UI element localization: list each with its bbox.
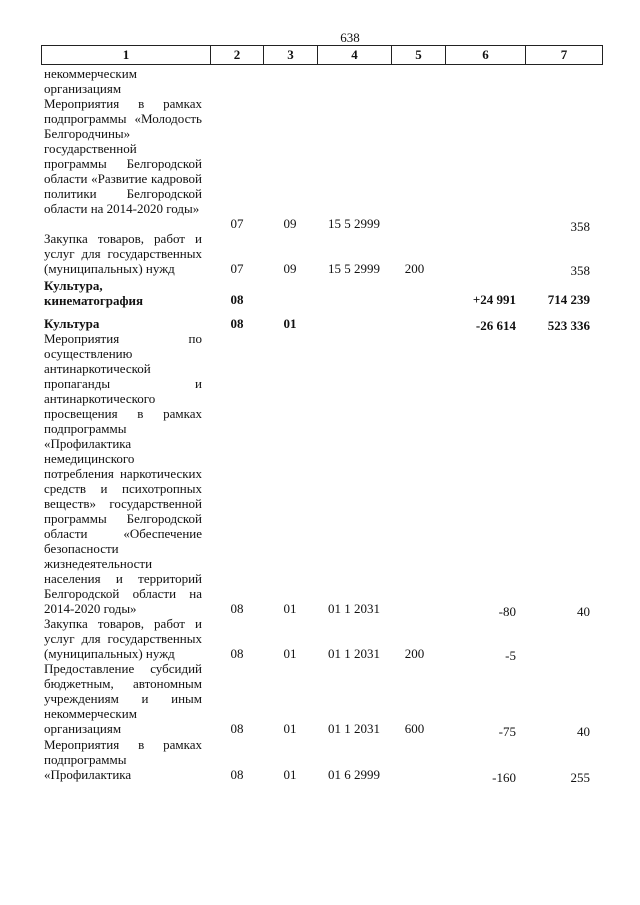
target-article-code: 01 1 2031: [328, 721, 380, 736]
amount-value: 40: [577, 604, 590, 619]
col-header-1: 1: [42, 46, 211, 65]
section-code: 08: [230, 646, 244, 661]
section-code: 08: [230, 721, 244, 736]
col-header-3: 3: [264, 46, 318, 65]
section-code: 08: [230, 601, 244, 616]
change-value: -5: [505, 648, 516, 663]
section-code: 08: [230, 316, 244, 331]
section-code: 08: [230, 292, 244, 307]
col-header-4: 4: [318, 46, 392, 65]
col-header-6: 6: [446, 46, 526, 65]
change-value: +24 991: [472, 292, 516, 307]
section-code: 07: [230, 216, 244, 231]
row-description: некоммерческим организациям: [44, 66, 137, 96]
subsection-code: 09: [283, 261, 297, 276]
amount-value: 714 239: [547, 292, 590, 307]
amount-value: 40: [577, 724, 590, 739]
amount-value: 358: [570, 263, 590, 278]
row-description: Мероприятия в рамках подпрограммы «Профилактика: [44, 737, 202, 782]
row-description: Предоставление субсидий бюджетным, автономным учреждениям и иным некоммерческим организациям: [44, 661, 202, 736]
section-code: 07: [230, 261, 244, 276]
subsection-code: 01: [283, 721, 297, 736]
row-description: Культура, кинематография: [44, 278, 144, 308]
amount-value: 523 336: [547, 318, 590, 333]
target-article-code: 01 1 2031: [328, 646, 380, 661]
target-article-code: 01 1 2031: [328, 601, 380, 616]
row-description: Мероприятия по осуществлению антинаркотической пропаганды и антинаркотического просвещения в рамках подпрограммы «Профилактика немедицинского потребления наркотических средств и психотропных веществ» государственной программы Белгородской области «Обеспечение безопасности жизнедеятельности населения и территорий Белгородской области на 2014-2020 годы»: [44, 331, 202, 616]
expense-type-code: 200: [404, 261, 425, 276]
expense-type-code: 600: [404, 721, 425, 736]
change-value: -80: [498, 604, 516, 619]
page-number: 638: [340, 30, 360, 45]
expense-type-code: 200: [404, 646, 425, 661]
col-header-5: 5: [392, 46, 446, 65]
section-code: 08: [230, 767, 244, 782]
target-article-code: 15 5 2999: [328, 261, 380, 276]
row-description: Мероприятия в рамках подпрограммы «Молодость Белгородчины» государственной программы Белгородской области «Развитие кадровой политики Белгородской области на 2014-2020 годы»: [44, 96, 202, 216]
subsection-code: 01: [283, 767, 297, 782]
subsection-code: 09: [283, 216, 297, 231]
change-value: -160: [492, 770, 516, 785]
column-header-row: [41, 45, 603, 65]
row-description: Закупка товаров, работ и услуг для государственных (муниципальных) нужд: [44, 231, 202, 276]
change-value: -26 614: [475, 318, 516, 333]
subsection-code: 01: [283, 601, 297, 616]
amount-value: 255: [570, 770, 590, 785]
col-header-2: 2: [211, 46, 264, 65]
subsection-code: 01: [283, 316, 297, 331]
row-description: Культура: [44, 316, 100, 331]
change-value: -75: [498, 724, 516, 739]
amount-value: 358: [570, 219, 590, 234]
row-description: Закупка товаров, работ и услуг для государственных (муниципальных) нужд: [44, 616, 202, 661]
subsection-code: 01: [283, 646, 297, 661]
target-article-code: 01 6 2999: [328, 767, 380, 782]
col-header-7: 7: [526, 46, 603, 65]
target-article-code: 15 5 2999: [328, 216, 380, 231]
